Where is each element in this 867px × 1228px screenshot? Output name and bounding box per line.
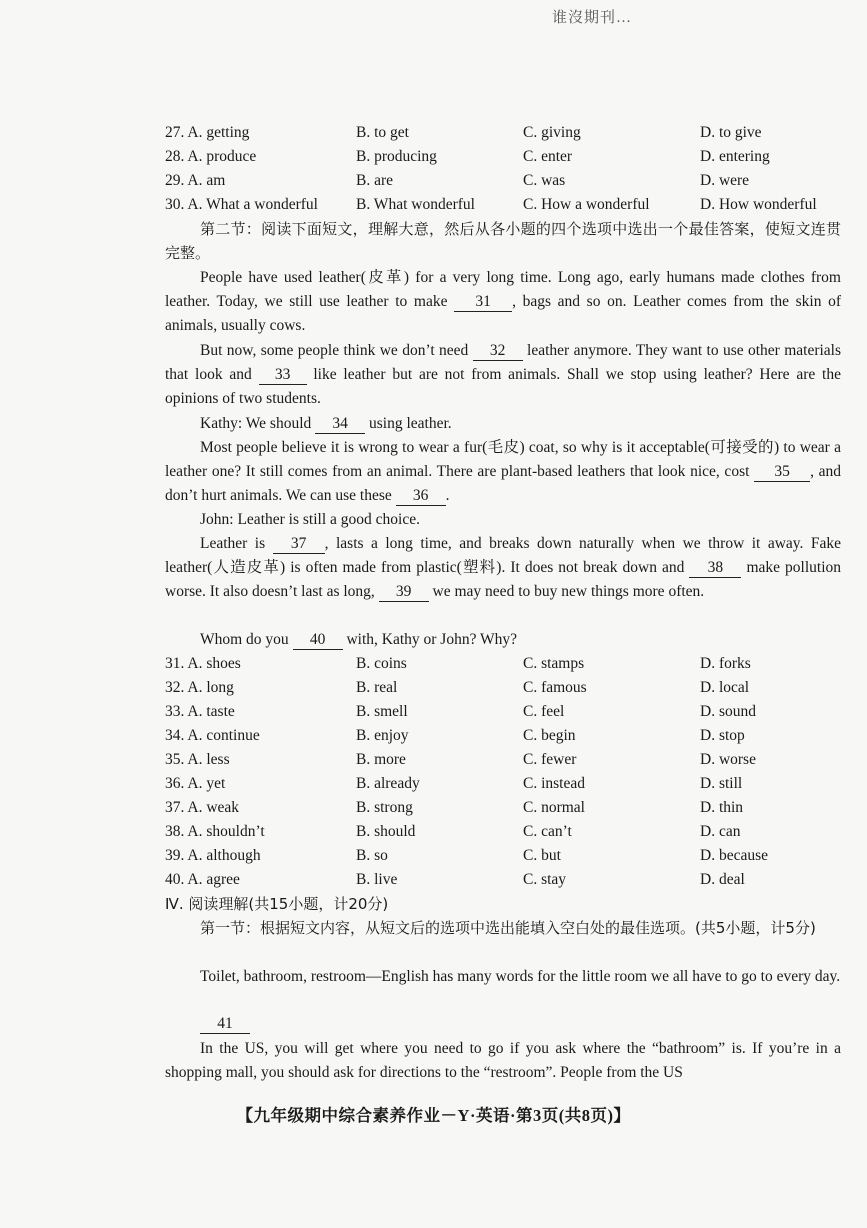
option-c: C. fewer xyxy=(523,751,577,768)
john-opinion-heading: John: Leather is still a good choice. xyxy=(200,511,420,528)
option-b: B. coins xyxy=(356,655,407,672)
option-d: D. to give xyxy=(700,124,762,141)
option-a: A. am xyxy=(187,172,226,189)
option-c: C. giving xyxy=(523,124,581,141)
question-number: 33. xyxy=(165,703,185,720)
option-d: D. because xyxy=(700,847,768,864)
option-b: B. to get xyxy=(356,124,409,141)
blank-39: 39 xyxy=(379,583,429,602)
option-d: D. How wonderful xyxy=(700,196,817,213)
question-number: 34. xyxy=(165,727,185,744)
blank-34: 34 xyxy=(315,415,365,434)
option-b: B. smell xyxy=(356,703,408,720)
option-c: C. famous xyxy=(523,679,587,696)
question-number: 31. xyxy=(165,655,185,672)
question-number: 29. xyxy=(165,172,185,189)
section2-instruction: 第二节：阅读下面短文，理解大意，然后从各小题的四个选项中选出一个最佳答案，使短文连贯完整。 xyxy=(165,220,841,263)
option-c: C. can’t xyxy=(523,823,572,840)
blank-38: 38 xyxy=(689,559,741,578)
part4-paragraph-2: In the US, you will get where you need to go if you ask where the “bathroom” is. If you’re in a shopping mall, you should ask for directions to the “restroom”. People from the US xyxy=(165,1040,841,1082)
option-c: C. but xyxy=(523,847,561,864)
option-a: A. shoes xyxy=(187,655,241,672)
question-row-32 xyxy=(165,676,845,700)
passage-paragraph-2: But now, some people think we don’t need 32 leather anymore. They want to use other materials that look and 33 like leather but are not from animals. Shall we stop using leather? Here are the opinions of two students. xyxy=(165,342,842,408)
passage-paragraph-1: People have used leather(皮革) for a very long time. Long ago, early humans made clothes from leather. Today, we still use leather to make 31 , bags and so on. Leather comes from the skin of animals, usually cows. xyxy=(165,269,841,335)
option-a: A. yet xyxy=(187,775,226,792)
option-a: A. weak xyxy=(187,799,240,816)
option-d: D. sound xyxy=(700,703,756,720)
part4-heading: Ⅳ. 阅读理解(共15小题，计20分) xyxy=(165,895,389,913)
blank-37: 37 xyxy=(273,535,325,554)
kathy-opinion-heading: Kathy: We should 34 using leather. xyxy=(200,415,452,432)
option-a: A. continue xyxy=(187,727,260,744)
option-b: B. more xyxy=(356,751,406,768)
page-footer: 【九年级期中综合素养作业－Y·英语·第3页(共8页)】 xyxy=(236,1106,631,1125)
option-a: A. produce xyxy=(187,148,257,165)
question-number: 37. xyxy=(165,799,185,816)
option-d: D. forks xyxy=(700,655,751,672)
question-row-34 xyxy=(165,724,845,748)
header-mark: 谁沒期刊… xyxy=(552,10,633,26)
blank-31: 31 xyxy=(454,293,512,312)
option-d: D. thin xyxy=(700,799,744,816)
option-c: C. normal xyxy=(523,799,585,816)
option-b: B. already xyxy=(356,775,420,792)
question-row-39 xyxy=(165,844,845,868)
blank-35: 35 xyxy=(754,463,810,482)
question-row-30 xyxy=(165,193,845,217)
option-b: B. What wonderful xyxy=(356,196,475,213)
option-a: A. What a wonderful xyxy=(187,196,318,213)
option-d: D. stop xyxy=(700,727,745,744)
question-row-36 xyxy=(165,772,845,796)
passage-question: Whom do you 40 with, Kathy or John? Why? xyxy=(200,631,518,648)
option-b: B. strong xyxy=(356,799,413,816)
option-d: D. worse xyxy=(700,751,756,768)
option-d: D. can xyxy=(700,823,741,840)
blank-36: 36 xyxy=(396,487,446,506)
option-b: B. are xyxy=(356,172,394,189)
option-c: C. enter xyxy=(523,148,573,165)
option-b: B. should xyxy=(356,823,416,840)
option-b: B. so xyxy=(356,847,388,864)
option-b: B. producing xyxy=(356,148,437,165)
option-b: B. real xyxy=(356,679,398,696)
question-number: 27. xyxy=(165,124,185,141)
question-row-28 xyxy=(165,145,845,169)
option-b: B. live xyxy=(356,871,398,888)
option-a: A. shouldn’t xyxy=(187,823,265,840)
option-a: A. less xyxy=(187,751,230,768)
question-number: 39. xyxy=(165,847,185,864)
question-row-40 xyxy=(165,868,845,892)
question-row-29 xyxy=(165,169,845,193)
option-b: B. enjoy xyxy=(356,727,409,744)
question-number: 32. xyxy=(165,679,185,696)
option-c: C. stay xyxy=(523,871,567,888)
question-number: 36. xyxy=(165,775,185,792)
option-a: A. although xyxy=(187,847,261,864)
blank-32: 32 xyxy=(473,342,523,361)
passage-paragraph-kathy: Most people believe it is wrong to wear a fur(毛皮) coat, so why is it acceptable(可接受的) to wear a leather one? It still comes from an animal. There are plant-based leathers that look nice, cost 35 , and don’t hurt animals. We can use these 36 . xyxy=(165,439,841,505)
option-a: A. getting xyxy=(187,124,250,141)
question-row-37 xyxy=(165,796,845,820)
option-d: D. still xyxy=(700,775,743,792)
question-number: 40. xyxy=(165,871,185,888)
blank-33: 33 xyxy=(259,366,307,385)
question-number: 35. xyxy=(165,751,185,768)
blank-40: 40 xyxy=(293,631,343,650)
option-a: A. agree xyxy=(187,871,240,888)
option-c: C. was xyxy=(523,172,566,189)
passage-paragraph-john: Leather is 37 , lasts a long time, and breaks down naturally when we throw it away. Fake leather(人造皮革) is often made from plastic(塑料). It does not break down and 38 make pollution worse. It also doesn’t last as long, 39 we may need to buy new things more often. xyxy=(165,535,842,601)
option-c: C. feel xyxy=(523,703,565,720)
question-row-35 xyxy=(165,748,845,772)
option-d: D. were xyxy=(700,172,750,189)
option-c: C. instead xyxy=(523,775,585,792)
question-row-38 xyxy=(165,820,845,844)
option-c: C. How a wonderful xyxy=(523,196,650,213)
blank-41: 41 xyxy=(200,1015,250,1034)
option-d: D. entering xyxy=(700,148,770,165)
question-number: 28. xyxy=(165,148,185,165)
blank-41-line xyxy=(200,1013,250,1035)
part4-paragraph-1: Toilet, bathroom, restroom—English has many words for the little room we all have to go to every day. xyxy=(200,968,841,985)
question-number: 30. xyxy=(165,196,185,213)
option-d: D. local xyxy=(700,679,750,696)
part4-instruction: 第一节：根据短文内容，从短文后的选项中选出能填入空白处的最佳选项。(共5小题，计5分) xyxy=(200,919,816,937)
option-a: A. taste xyxy=(187,703,235,720)
question-row-31 xyxy=(165,652,845,676)
option-c: C. begin xyxy=(523,727,576,744)
option-c: C. stamps xyxy=(523,655,585,672)
question-row-33 xyxy=(165,700,845,724)
question-row-27 xyxy=(165,121,845,145)
option-a: A. long xyxy=(187,679,234,696)
option-d: D. deal xyxy=(700,871,745,888)
question-number: 38. xyxy=(165,823,185,840)
